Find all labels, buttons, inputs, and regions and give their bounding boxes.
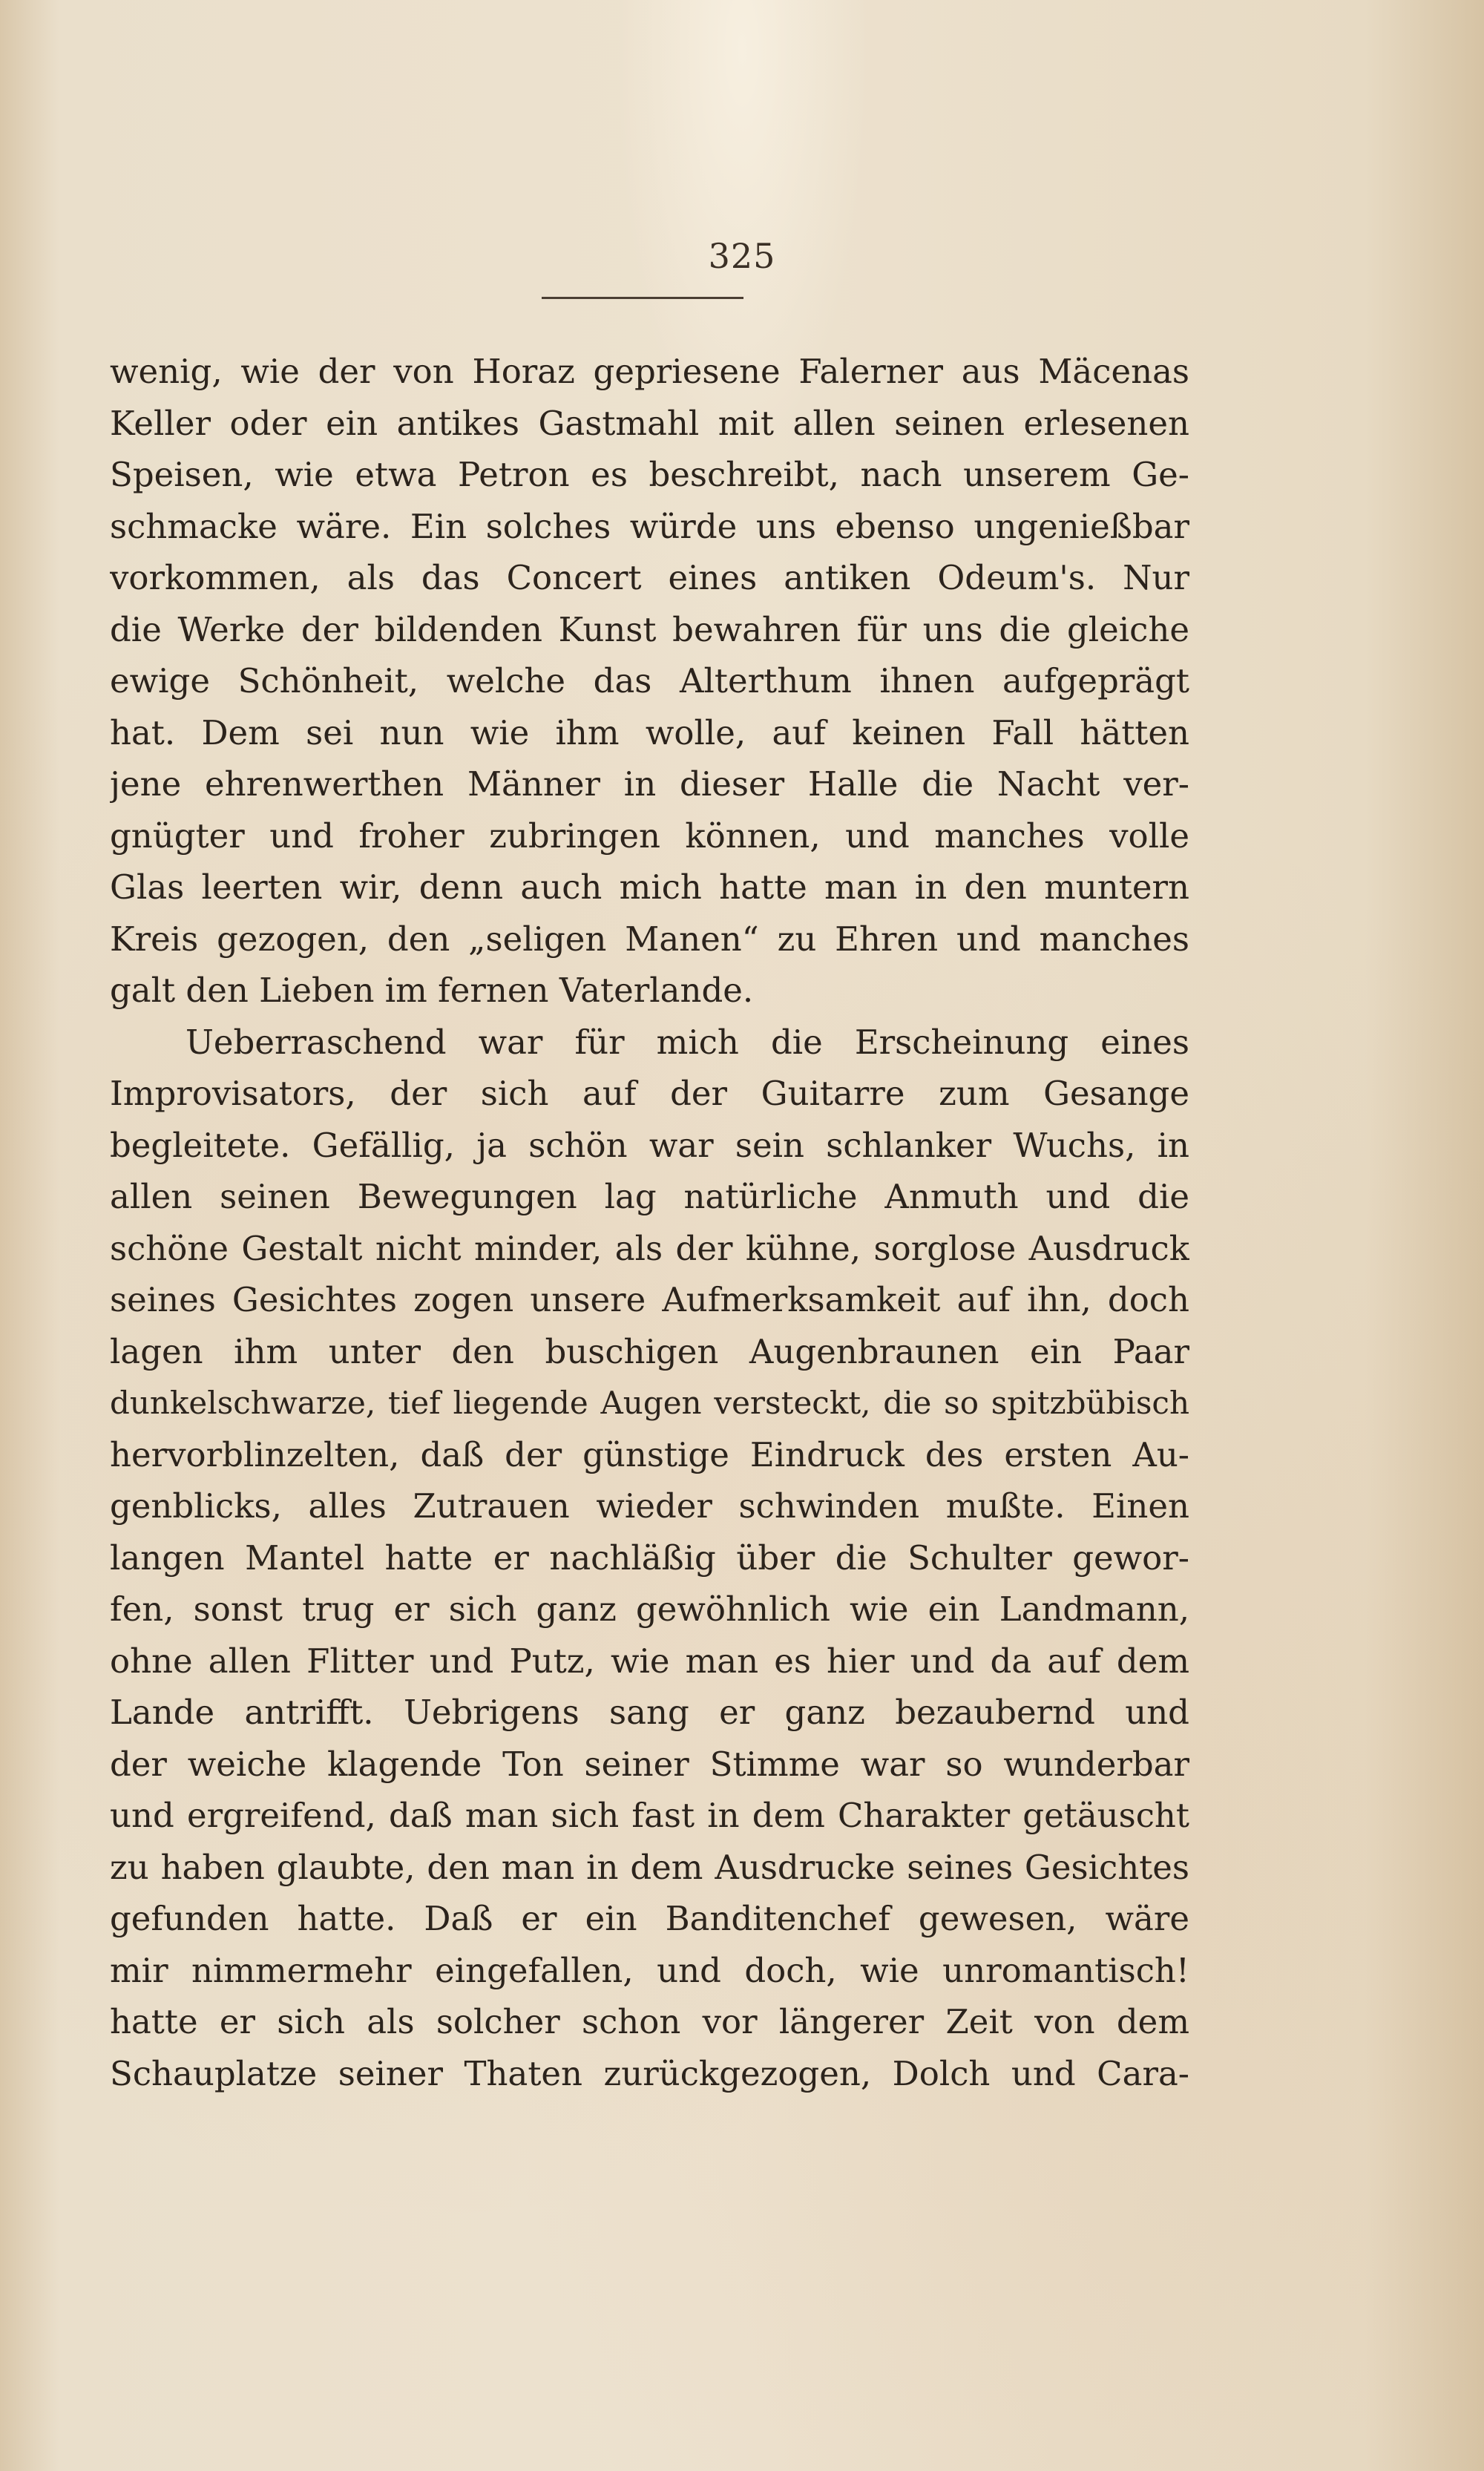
text-line: hatte er sich als solcher schon vor längerer Zeit von dem — [110, 2002, 1189, 2041]
text-line: Glas leerten wir, denn auch mich hatte man in den muntern — [110, 867, 1189, 907]
text-line: dunkelschwarze, tief liegende Augen versteckt, die so spitzbübisch — [110, 1385, 1189, 1421]
text-line: galt den Lieben im fernen Vaterlande. — [110, 971, 754, 1010]
text-line: ewige Schönheit, welche das Alterthum ihnen aufgeprägt — [110, 661, 1189, 700]
text-line: genblicks, alles Zutrauen wieder schwinden mußte. Einen — [110, 1486, 1189, 1526]
text-line: hat. Dem sei nun wie ihm wolle, auf keinen Fall hätten — [110, 712, 1189, 752]
text-line: jene ehrenwerthen Männer in dieser Halle die Nacht ver- — [110, 764, 1189, 804]
text-line: allen seinen Bewegungen lag natürliche Anmuth und die — [110, 1177, 1189, 1216]
text-line: Improvisators, der sich auf der Guitarre zum Gesange — [110, 1074, 1189, 1113]
text-line: schöne Gestalt nicht minder, als der kühne, sorglose Ausdruck — [110, 1228, 1189, 1268]
body-text — [110, 346, 1189, 2099]
text-line: schmacke wäre. Ein solches würde uns ebenso ungenießbar — [110, 506, 1189, 546]
text-line: der weiche klagende Ton seiner Stimme war so wunderbar — [110, 1744, 1189, 1784]
text-line: gefunden hatte. Daß er ein Banditenchef gewesen, wäre — [110, 1899, 1189, 1938]
text-line: Keller oder ein antikes Gastmahl mit allen seinen erlesenen — [110, 403, 1189, 443]
page-number: 325 — [708, 236, 776, 276]
text-line: gnügter und froher zubringen können, und manches volle — [110, 816, 1189, 856]
text-line: Lande antrifft. Uebrigens sang er ganz bezaubernd und — [110, 1693, 1189, 1732]
text-line: seines Gesichtes zogen unsere Aufmerksamkeit auf ihn, doch — [110, 1280, 1189, 1319]
text-line: zu haben glaubte, den man in dem Ausdrucke seines Gesichtes — [110, 1847, 1189, 1887]
text-line: Kreis gezogen, den „seligen Manen“ zu Ehren und manches — [110, 919, 1189, 959]
text-line: Speisen, wie etwa Petron es beschreibt, nach unserem Ge- — [110, 455, 1189, 494]
text-line: die Werke der bildenden Kunst bewahren für uns die gleiche — [110, 609, 1189, 649]
text-line: lagen ihm unter den buschigen Augenbraunen ein Paar — [110, 1331, 1189, 1371]
text-line: wenig, wie der von Horaz gepriesene Falerner aus Mäcenas — [110, 352, 1189, 391]
text-line: mir nimmermehr eingefallen, und doch, wie unromantisch! — [110, 1950, 1189, 1990]
header-rule — [542, 297, 743, 299]
paragraph-start-line: Ueberraschend war für mich die Erscheinung eines — [186, 1022, 1189, 1062]
text-line: und ergreifend, daß man sich fast in dem Charakter getäuscht — [110, 1796, 1189, 1835]
text-line: begleitete. Gefällig, ja schön war sein schlanker Wuchs, in — [110, 1125, 1189, 1165]
text-line: vorkommen, als das Concert eines antiken Odeum's. Nur — [110, 558, 1189, 597]
text-line: hervorblinzelten, daß der günstige Eindruck des ersten Au- — [110, 1434, 1189, 1474]
text-line: Schauplatze seiner Thaten zurückgezogen, Dolch und Cara- — [110, 2053, 1189, 2093]
text-line: ohne allen Flitter und Putz, wie man es hier und da auf dem — [110, 1641, 1189, 1681]
text-line: fen, sonst trug er sich ganz gewöhnlich wie ein Landmann, — [110, 1589, 1189, 1629]
text-line: langen Mantel hatte er nachläßig über die Schulter gewor- — [110, 1538, 1189, 1578]
